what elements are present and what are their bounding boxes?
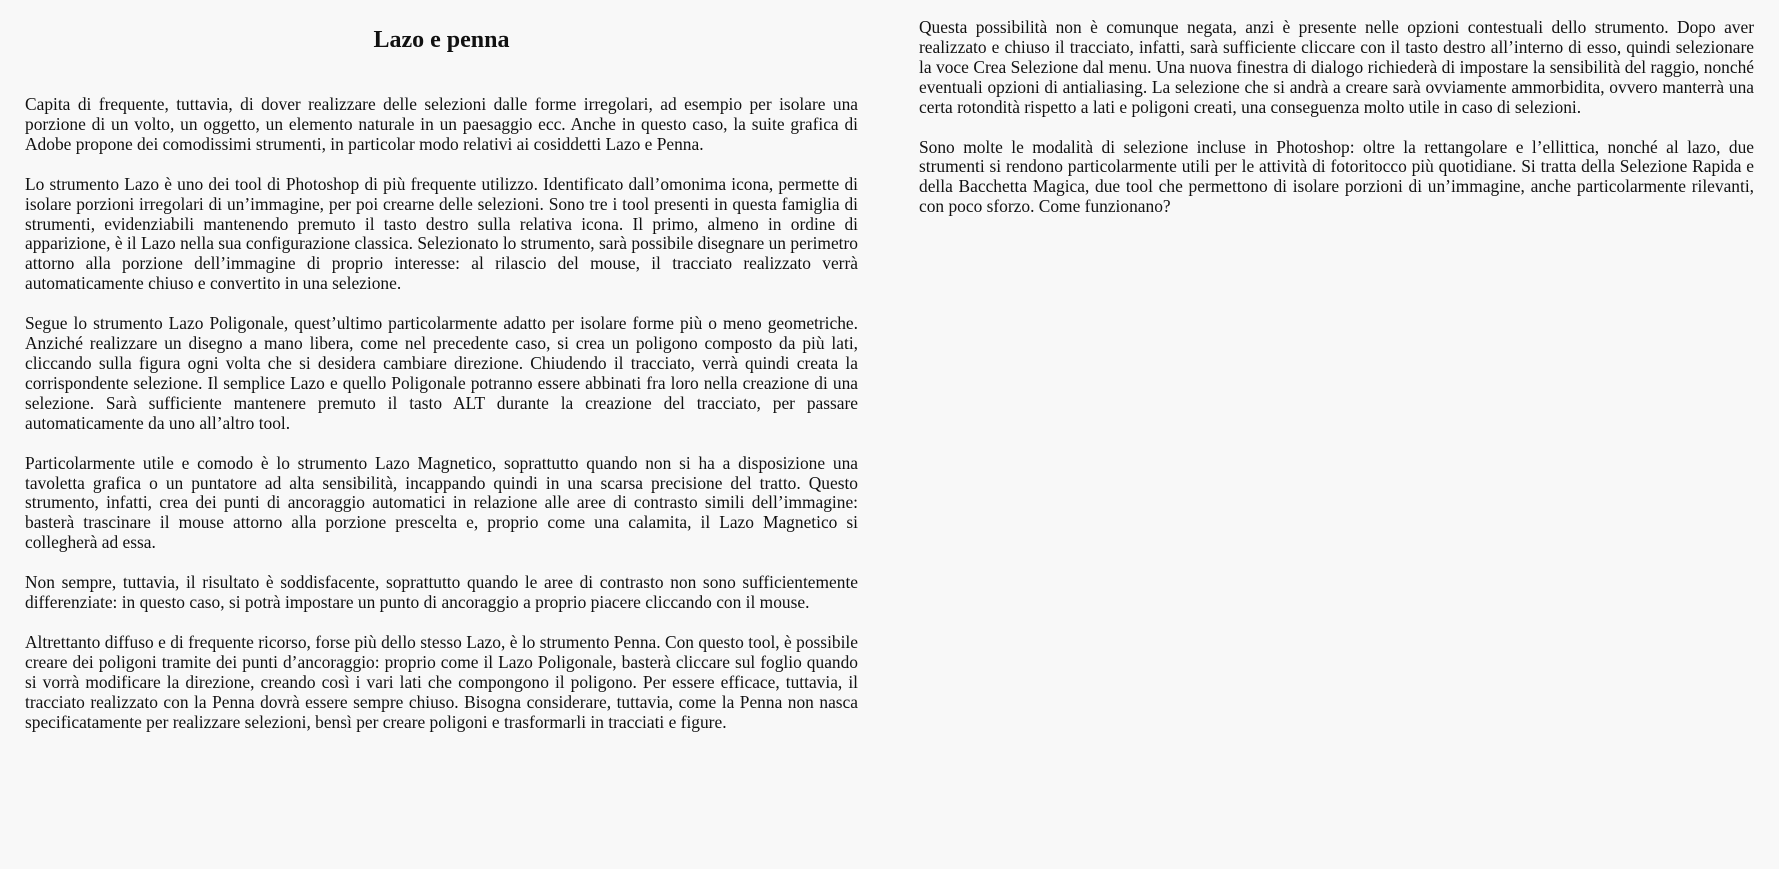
paragraph-contrast-note: Non sempre, tuttavia, il risultato è soddisfacente, soprattutto quando le aree di contrasto non sono sufficientemente differenziate: in questo caso, si potrà impostare un punto di ancoraggio a proprio piacere cliccando con il mouse. <box>25 572 858 613</box>
paragraph-lazo-magnetico: Particolarmente utile e comodo è lo strumento Lazo Magnetico, soprattutto quando non si ha a disposizione una tavoletta grafica o un puntatore ad alta sensibilità, incappando quindi in una scarsa precisione del tratto. Questo strumento, infatti, crea dei punti di ancoraggio automatici in relazione alle aree di contrasto simili dell’immagine: basterà trascinare il mouse attorno alla porzione prescelta e, proprio come una calamita, il Lazo Magnetico si collegherà ad essa. <box>25 452 858 553</box>
paragraph-penna-tool: Altrettanto diffuso e di frequente ricorso, forse più dello stesso Lazo, è lo strumento Penna. Con questo tool, è possibile creare dei poligoni tramite dei punti d’ancoraggio: proprio come il Lazo Poligonale, basterà cliccare sul foglio quando si vorrà modificare la direzione, creando così i vari lati che compongono il poligono. Per essere efficace, tuttavia, il tracciato realizzato con la Penna dovrà essere sempre chiuso. Bisogna considerare, tuttavia, come la Penna non nasca specificatamente per realizzare selezioni, bensì per creare poligoni e trasformarli in tracciati e figure. <box>25 631 858 732</box>
right-column <box>919 18 1754 217</box>
paragraph-intro: Capita di frequente, tuttavia, di dover realizzare delle selezioni dalle forme irregolari, ad esempio per isolare una porzione di un volto, un oggetto, un elemento naturale in un paesaggio ecc. Anche in questo caso, la suite grafica di Adobe propone dei comodissimi strumenti, in particolar modo relativi ai cosiddetti Lazo e Penna. <box>25 94 858 154</box>
page-title: Lazo e penna <box>373 27 510 53</box>
paragraph-crea-selezione: Questa possibilità non è comunque negata, anzi è presente nelle opzioni contestuali dello strumento. Dopo aver realizzato e chiuso il tracciato, infatti, sarà sufficiente cliccare con il tasto destro all’interno di esso, quindi selezionare la voce Crea Selezione dal menu. Una nuova finestra di dialogo richiederà di impostare la sensibilità del raggio, nonché eventuali opzioni di antialiasing. La selezione che si andrà a creare sarà ovviamente ammorbidita, ovvero manterrà una certa rotondità rispetto a lati e poligoni creati, una conseguenza molto utile in caso di selezioni. <box>919 17 1754 117</box>
left-column <box>25 0 858 732</box>
paragraph-lazo-poligonale: Segue lo strumento Lazo Poligonale, quest’ultimo particolarmente adatto per isolare forme più o meno geometriche. Anziché realizzare un disegno a mano libera, come nel precedente caso, si crea un poligono composto da più lati, cliccando sulla figura ogni volta che si desidera cambiare direzione. Chiudendo il tracciato, verrà quindi creata la corrispondente selezione. Il semplice Lazo e quello Poligonale potranno essere abbinati fra loro nella creazione di una selezione. Sarà sufficiente mantenere premuto il tasto ALT durante la creazione del tracciato, per passare automaticamente da uno all’altro tool. <box>25 313 858 433</box>
paragraph-selection-modes: Sono molte le modalità di selezione incluse in Photoshop: oltre la rettangolare e l’ellittica, nonché al lazo, due strumenti si rendono particolarmente utili per le attività di fotoritocco più quotidiane. Si tratta della Selezione Rapida e della Bacchetta Magica, due tool che permettono di isolare porzioni di un’immagine, anche particolarmente rilevanti, con poco sforzo. Come funzionano? <box>919 136 1754 217</box>
paragraph-lazo-tool: Lo strumento Lazo è uno dei tool di Photoshop di più frequente utilizzo. Identificato dall’omonima icona, permette di isolare porzioni irregolari di un’immagine, per poi crearne delle selezioni. Sono tre i tool presenti in questa famiglia di strumenti, evidenziabili mantenendo premuto il tasto destro sulla relativa icona. Il primo, almeno in ordine di apparizione, è il Lazo nella sua configurazione classica. Selezionato lo strumento, sarà possibile disegnare un perimetro attorno alla porzione dell’immagine di proprio interesse: al rilascio del mouse, il tracciato realizzato verrà automaticamente chiuso e convertito in una selezione. <box>25 173 858 294</box>
